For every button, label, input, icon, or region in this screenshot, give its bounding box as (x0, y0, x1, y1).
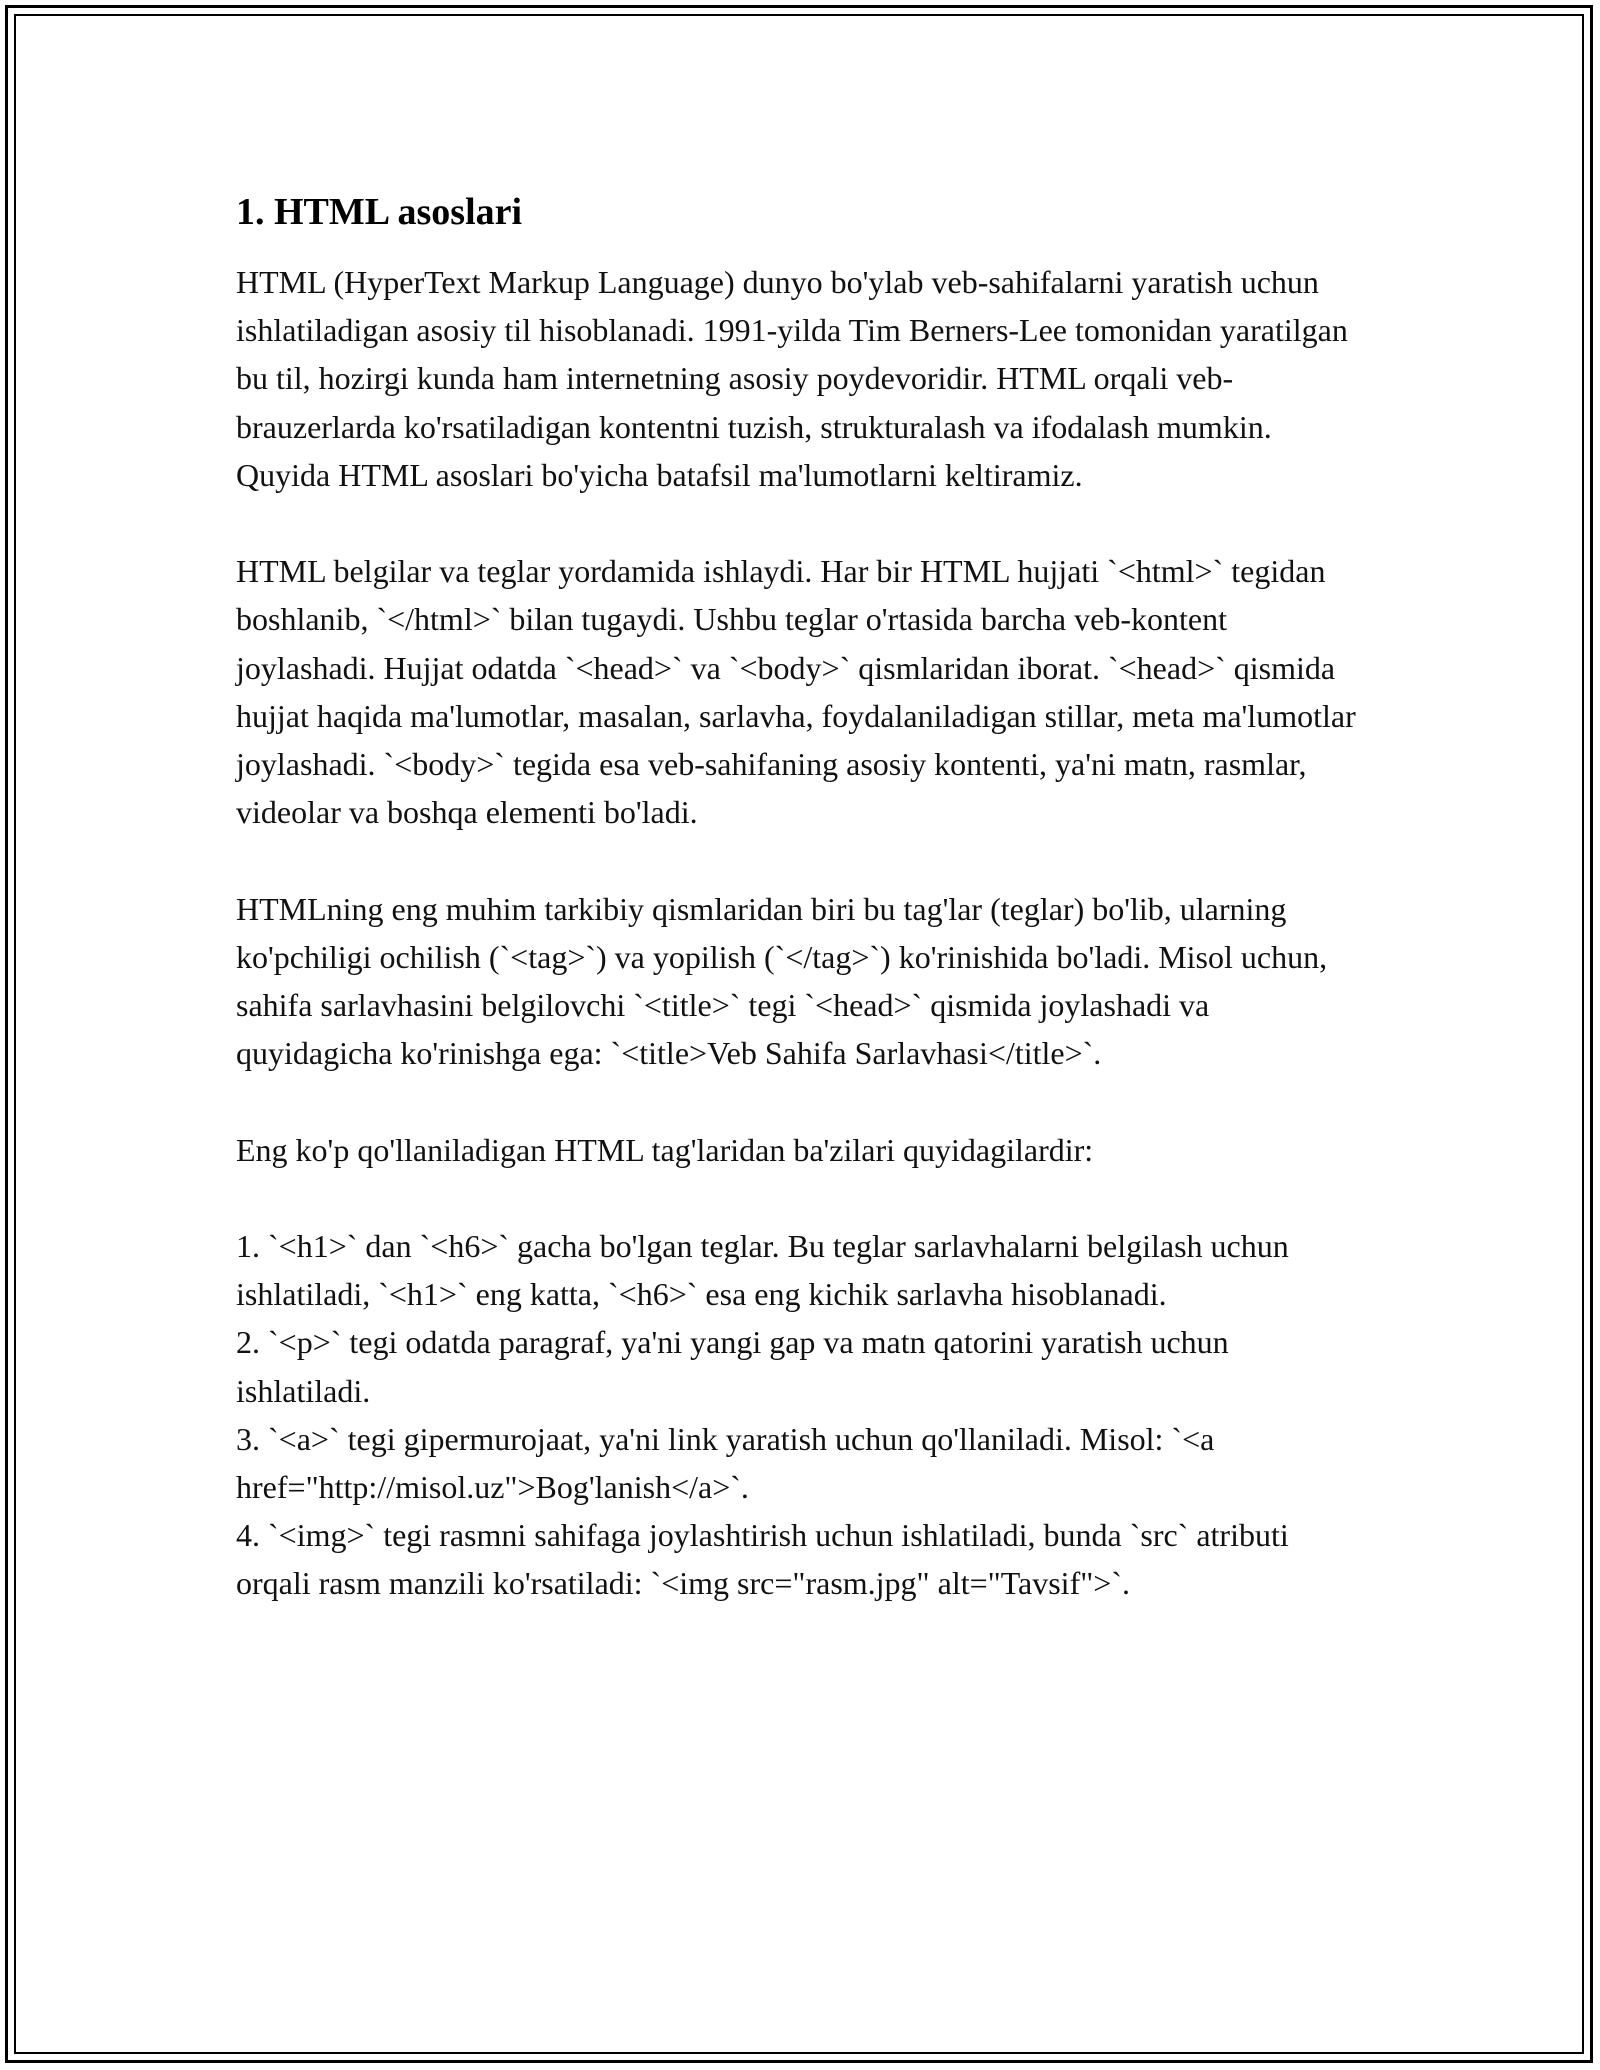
paragraph-list-intro: Eng ko'p qo'llaniladigan HTML tag'laridan ba'zilari quyidagilardir: (236, 1131, 1094, 1168)
paragraph-intro: HTML (HyperText Markup Language) dunyo bo'ylab veb-sahifalarni yaratish uchun ishlatiladigan asosiy til hisoblanadi. 1991-yilda Tim Berners-Lee tomonidan yaratilgan bu til, hozirgi kunda ham internetning asosiy poydevoridir. HTML orqali veb-brauzerlarda ko'rsatiladigan kontentni tuzish, strukturalash va ifodalash mumkin. Quyida HTML asoslari bo'yicha batafsil ma'lumotlarni keltiramiz. (236, 264, 1348, 493)
list-item: 3. `<a>` tegi gipermurojaat, ya'ni link yaratish uchun qo'llaniladi. Misol: `<a href="http://misol.uz">Bog'lanish</a>`. (236, 1420, 1215, 1506)
section-heading: 1. HTML asoslari (236, 191, 523, 233)
paragraph-structure: HTML belgilar va teglar yordamida ishlaydi. Har bir HTML hujjati `<html>` tegidan boshlanib, `</html>` bilan tugaydi. Ushbu teglar o'rtasida barcha veb-kontent joylashadi. Hujjat odatda `<head>` va `<body>` qismlaridan iborat. `<head>` qismida hujjat haqida ma'lumotlar, masalan, sarlavha, foydalaniladigan stillar, meta ma'lumotlar joylashadi. `<body>` tegida esa veb-sahifaning asosiy kontenti, ya'ni matn, rasmlar, videolar va boshqa elementi bo'ladi. (236, 553, 1356, 831)
tag-list (236, 1222, 1366, 1608)
document-body (236, 188, 1366, 1608)
paragraph-tags: HTMLning eng muhim tarkibiy qismlaridan biri bu tag'lar (teglar) bo'lib, ularning ko'pchiligi ochilish (`<tag>`) va yopilish (`</tag>`) ko'rinishida bo'ladi. Misol uchun, sahifa sarlavhasini belgilovchi `<title>` tegi `<head>` qismida joylashadi va quyidagicha ko'rinishga ega: `<title>Veb Sahifa Sarlavhasi</title>`. (236, 890, 1328, 1072)
list-item: 1. `<h1>` dan `<h6>` gacha bo'lgan teglar. Bu teglar sarlavhalarni belgilash uchun ishlatiladi, `<h1>` eng katta, `<h6>` esa eng kichik sarlavha hisoblanadi. (236, 1228, 1289, 1313)
list-item: 2. `<p>` tegi odatda paragraf, ya'ni yangi gap va matn qatorini yaratish uchun ishlatiladi. (236, 1324, 1229, 1409)
list-item: 4. `<img>` tegi rasmni sahifaga joylashtirish uchun ishlatiladi, bunda `src` atributi orqali rasm manzili ko'rsatiladi: `<img src="rasm.jpg" alt="Tavsif">`. (236, 1517, 1289, 1602)
